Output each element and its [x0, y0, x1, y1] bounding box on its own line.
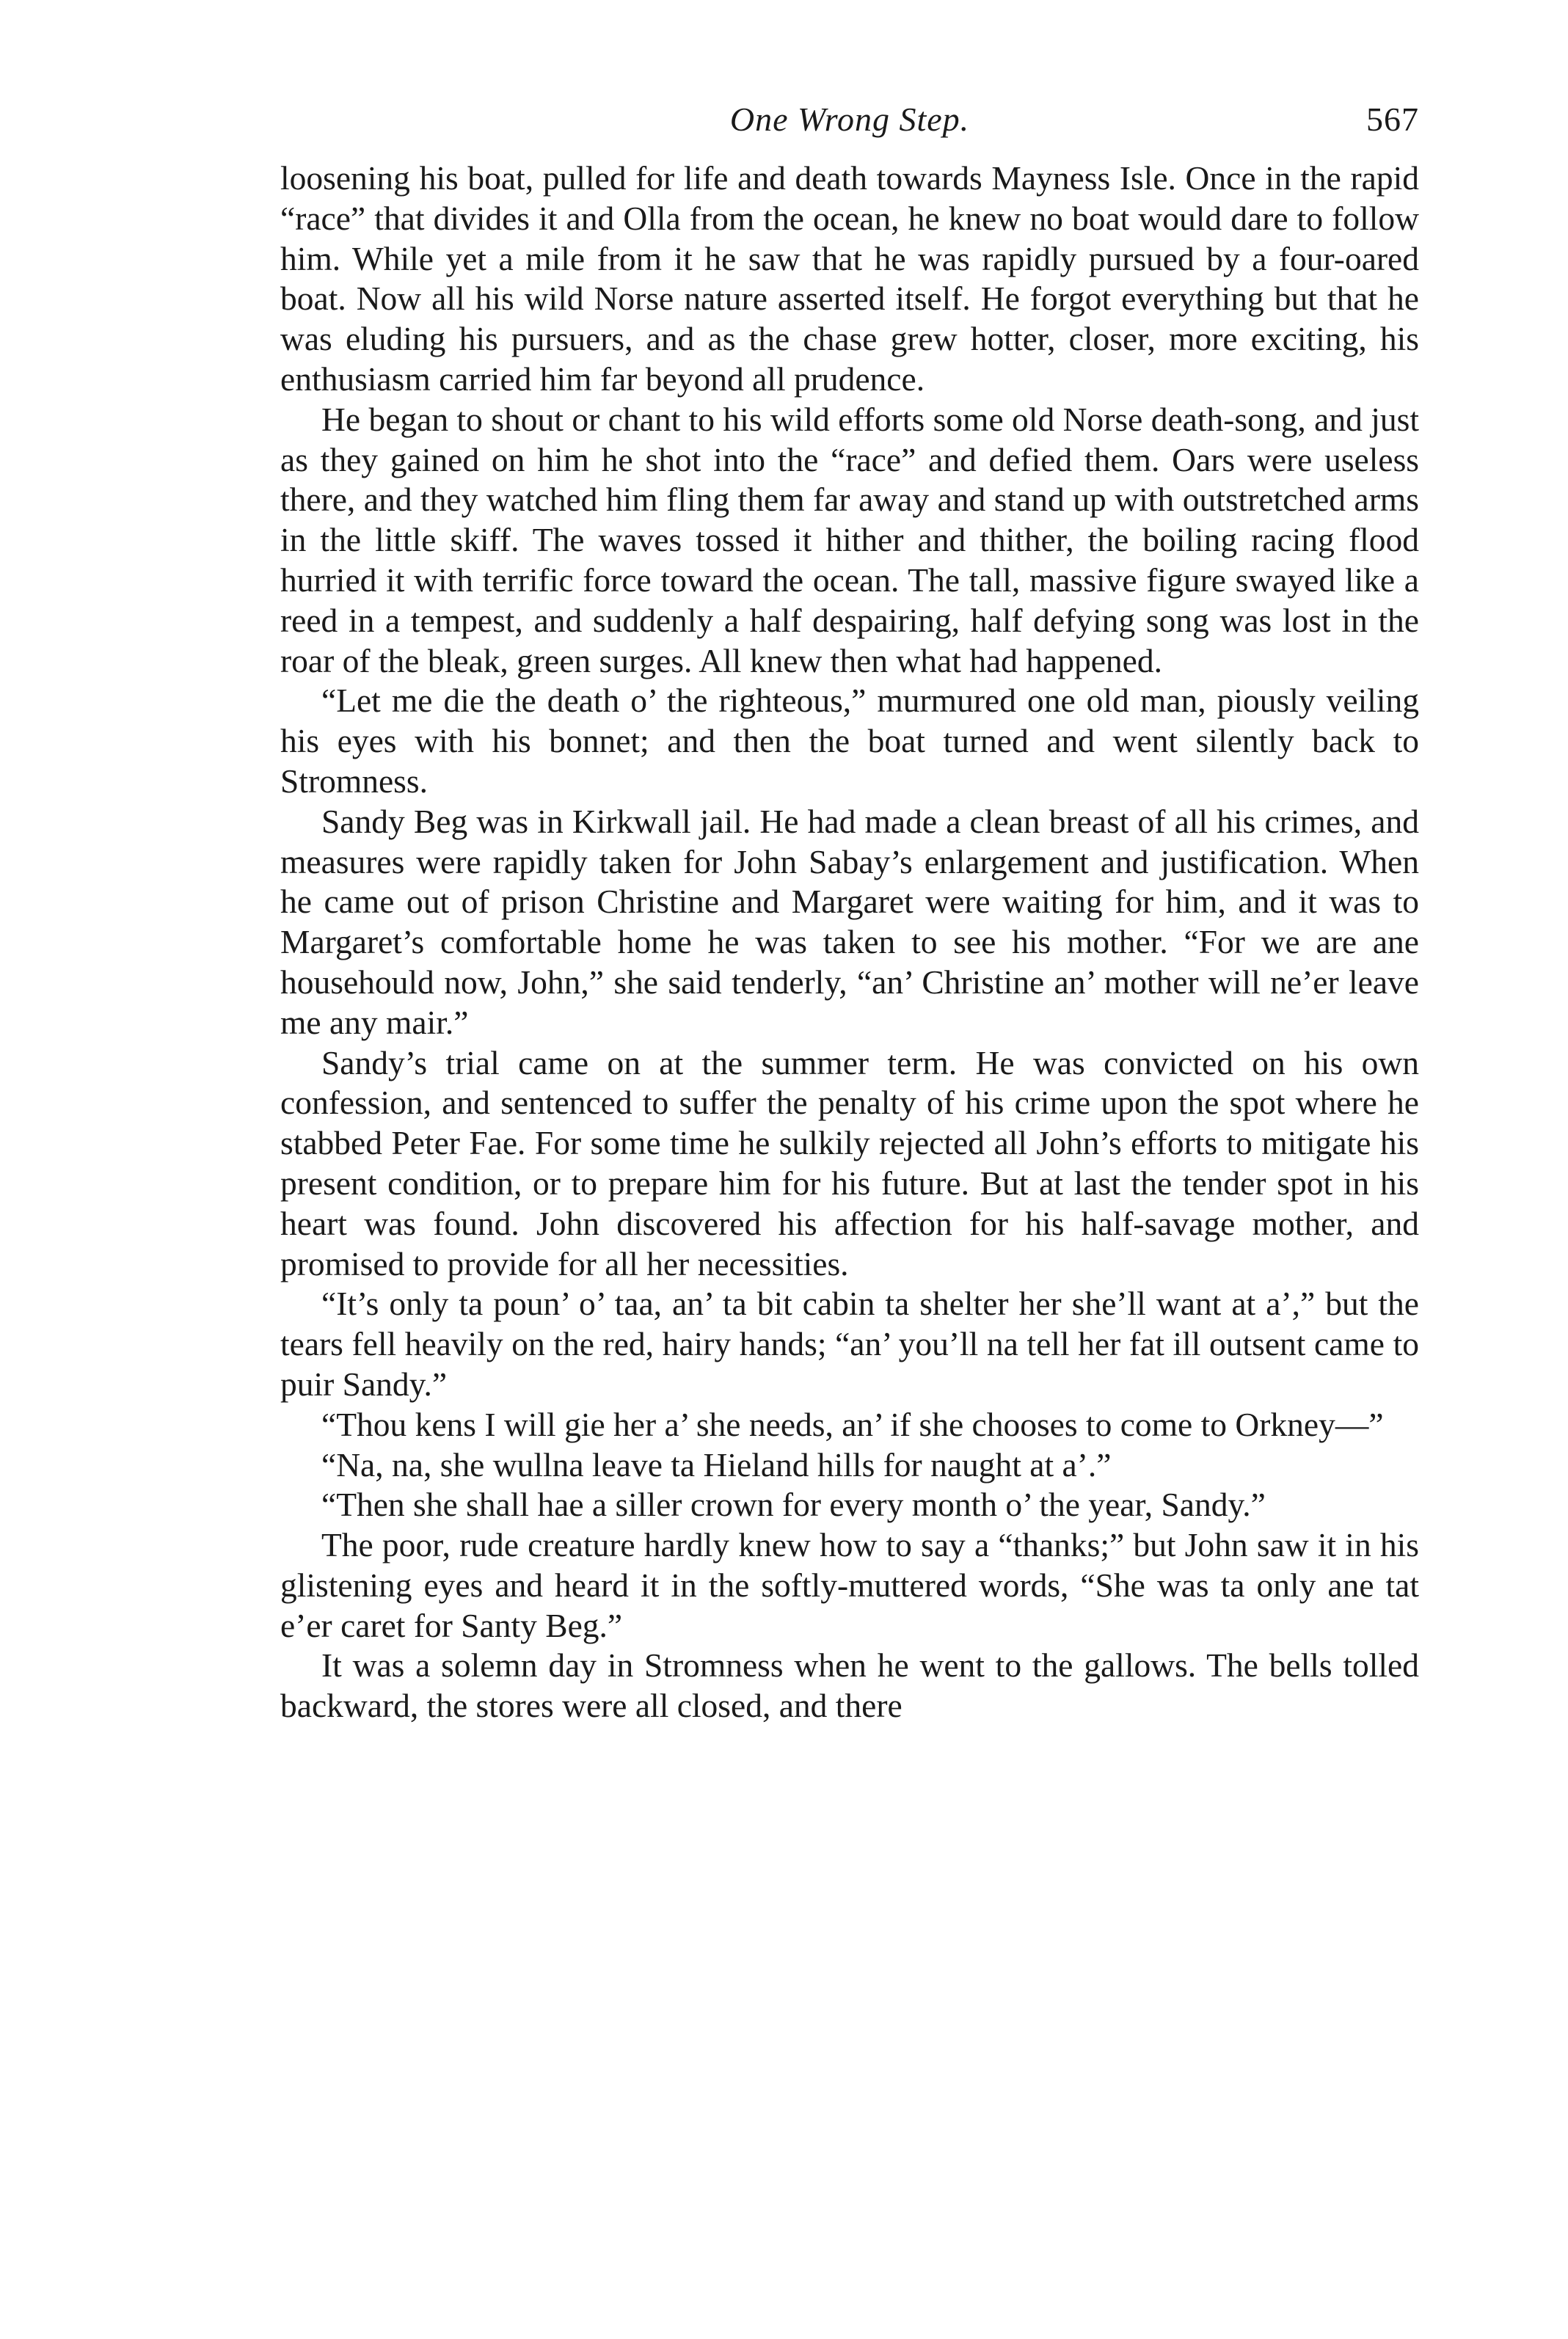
paragraph-5: Sandy’s trial came on at the summer term. He was convicted on his own confession, and sentenced to suffer the penalty of his crime upon the spot where he stabbed Peter Fae. For some time he sulkily rejected all John’s efforts to mitigate his present condition, or to prepare him for his future. But at last the tender spot in his heart was found. John discovered his affection for his half-savage mother, and promised to provide for all her necessities.: [280, 1043, 1419, 1282]
paragraph-9: “Then she shall hae a siller crown for every month o’ the year, Sandy.”: [321, 1486, 1266, 1524]
paragraph-10: The poor, rude creature hardly knew how to say a “thanks;” but John saw it in his glistening eyes and heard it in the softly-muttered words, “She was ta only ane tat e’er caret for Santy Beg.”: [280, 1526, 1419, 1644]
paragraph-11: It was a solemn day in Stromness when he went to the gallows. The bells tolled backward, the stores were all closed, and there: [280, 1646, 1419, 1725]
paragraph-2: He began to shout or chant to his wild efforts some old Norse death-song, and just as they gained on him he shot into the “race” and defied them. Oars were useless there, and they watched him fling them far away and stand up with outstretched arms in the little skiff. The waves tossed it hither and thither, the boiling racing flood hurried it with terrific force toward the ocean. The tall, massive figure swayed like a reed in a tempest, and suddenly a half despairing, half defying song was lost in the roar of the bleak, green surges. All knew then what had happened.: [280, 400, 1419, 679]
paragraph-6: “It’s only ta poun’ o’ taa, an’ ta bit cabin ta shelter her she’ll want at a’,” but the tears fell heavily on the red, hairy hands; “an’ you’ll na tell her fat ill outsent came to puir Sandy.”: [280, 1285, 1419, 1403]
paragraph-3: “Let me die the death o’ the righteous,” murmured one old man, piously veiling his eyes with his bonnet; and then the boat turned and went silently back to Stromness.: [280, 682, 1419, 800]
page-number: 567: [1366, 101, 1419, 138]
body-text: [280, 158, 1419, 1726]
running-head: [280, 94, 1419, 145]
paragraph-4: Sandy Beg was in Kirkwall jail. He had made a clean breast of all his crimes, and measures were rapidly taken for John Sabay’s enlargement and justification. When he came out of prison Christine and Margaret were waiting for him, and it was to Margaret’s comfortable home he was taken to see his mother. “For we are ane househould now, John,” she said tenderly, “an’ Christine an’ mother will ne’er leave me any mair.”: [280, 802, 1419, 1041]
paragraph-1: loosening his boat, pulled for life and death towards Mayness Isle. Once in the rapid “race” that divides it and Olla from the ocean, he knew no boat would dare to follow him. While yet a mile from it he saw that he was rapidly pursued by a four-oared boat. Now all his wild Norse nature asserted itself. He forgot everything but that he was eluding his pursuers, and as the chase grew hotter, closer, more exciting, his enthusiasm carried him far beyond all prudence.: [280, 159, 1419, 398]
paragraph-8: “Na, na, she wullna leave ta Hieland hills for naught at a’.”: [321, 1445, 1112, 1484]
running-title: One Wrong Step.: [729, 101, 970, 138]
paragraph-7: “Thou kens I will gie her a’ she needs, an’ if she chooses to come to Orkney—”: [321, 1405, 1384, 1443]
